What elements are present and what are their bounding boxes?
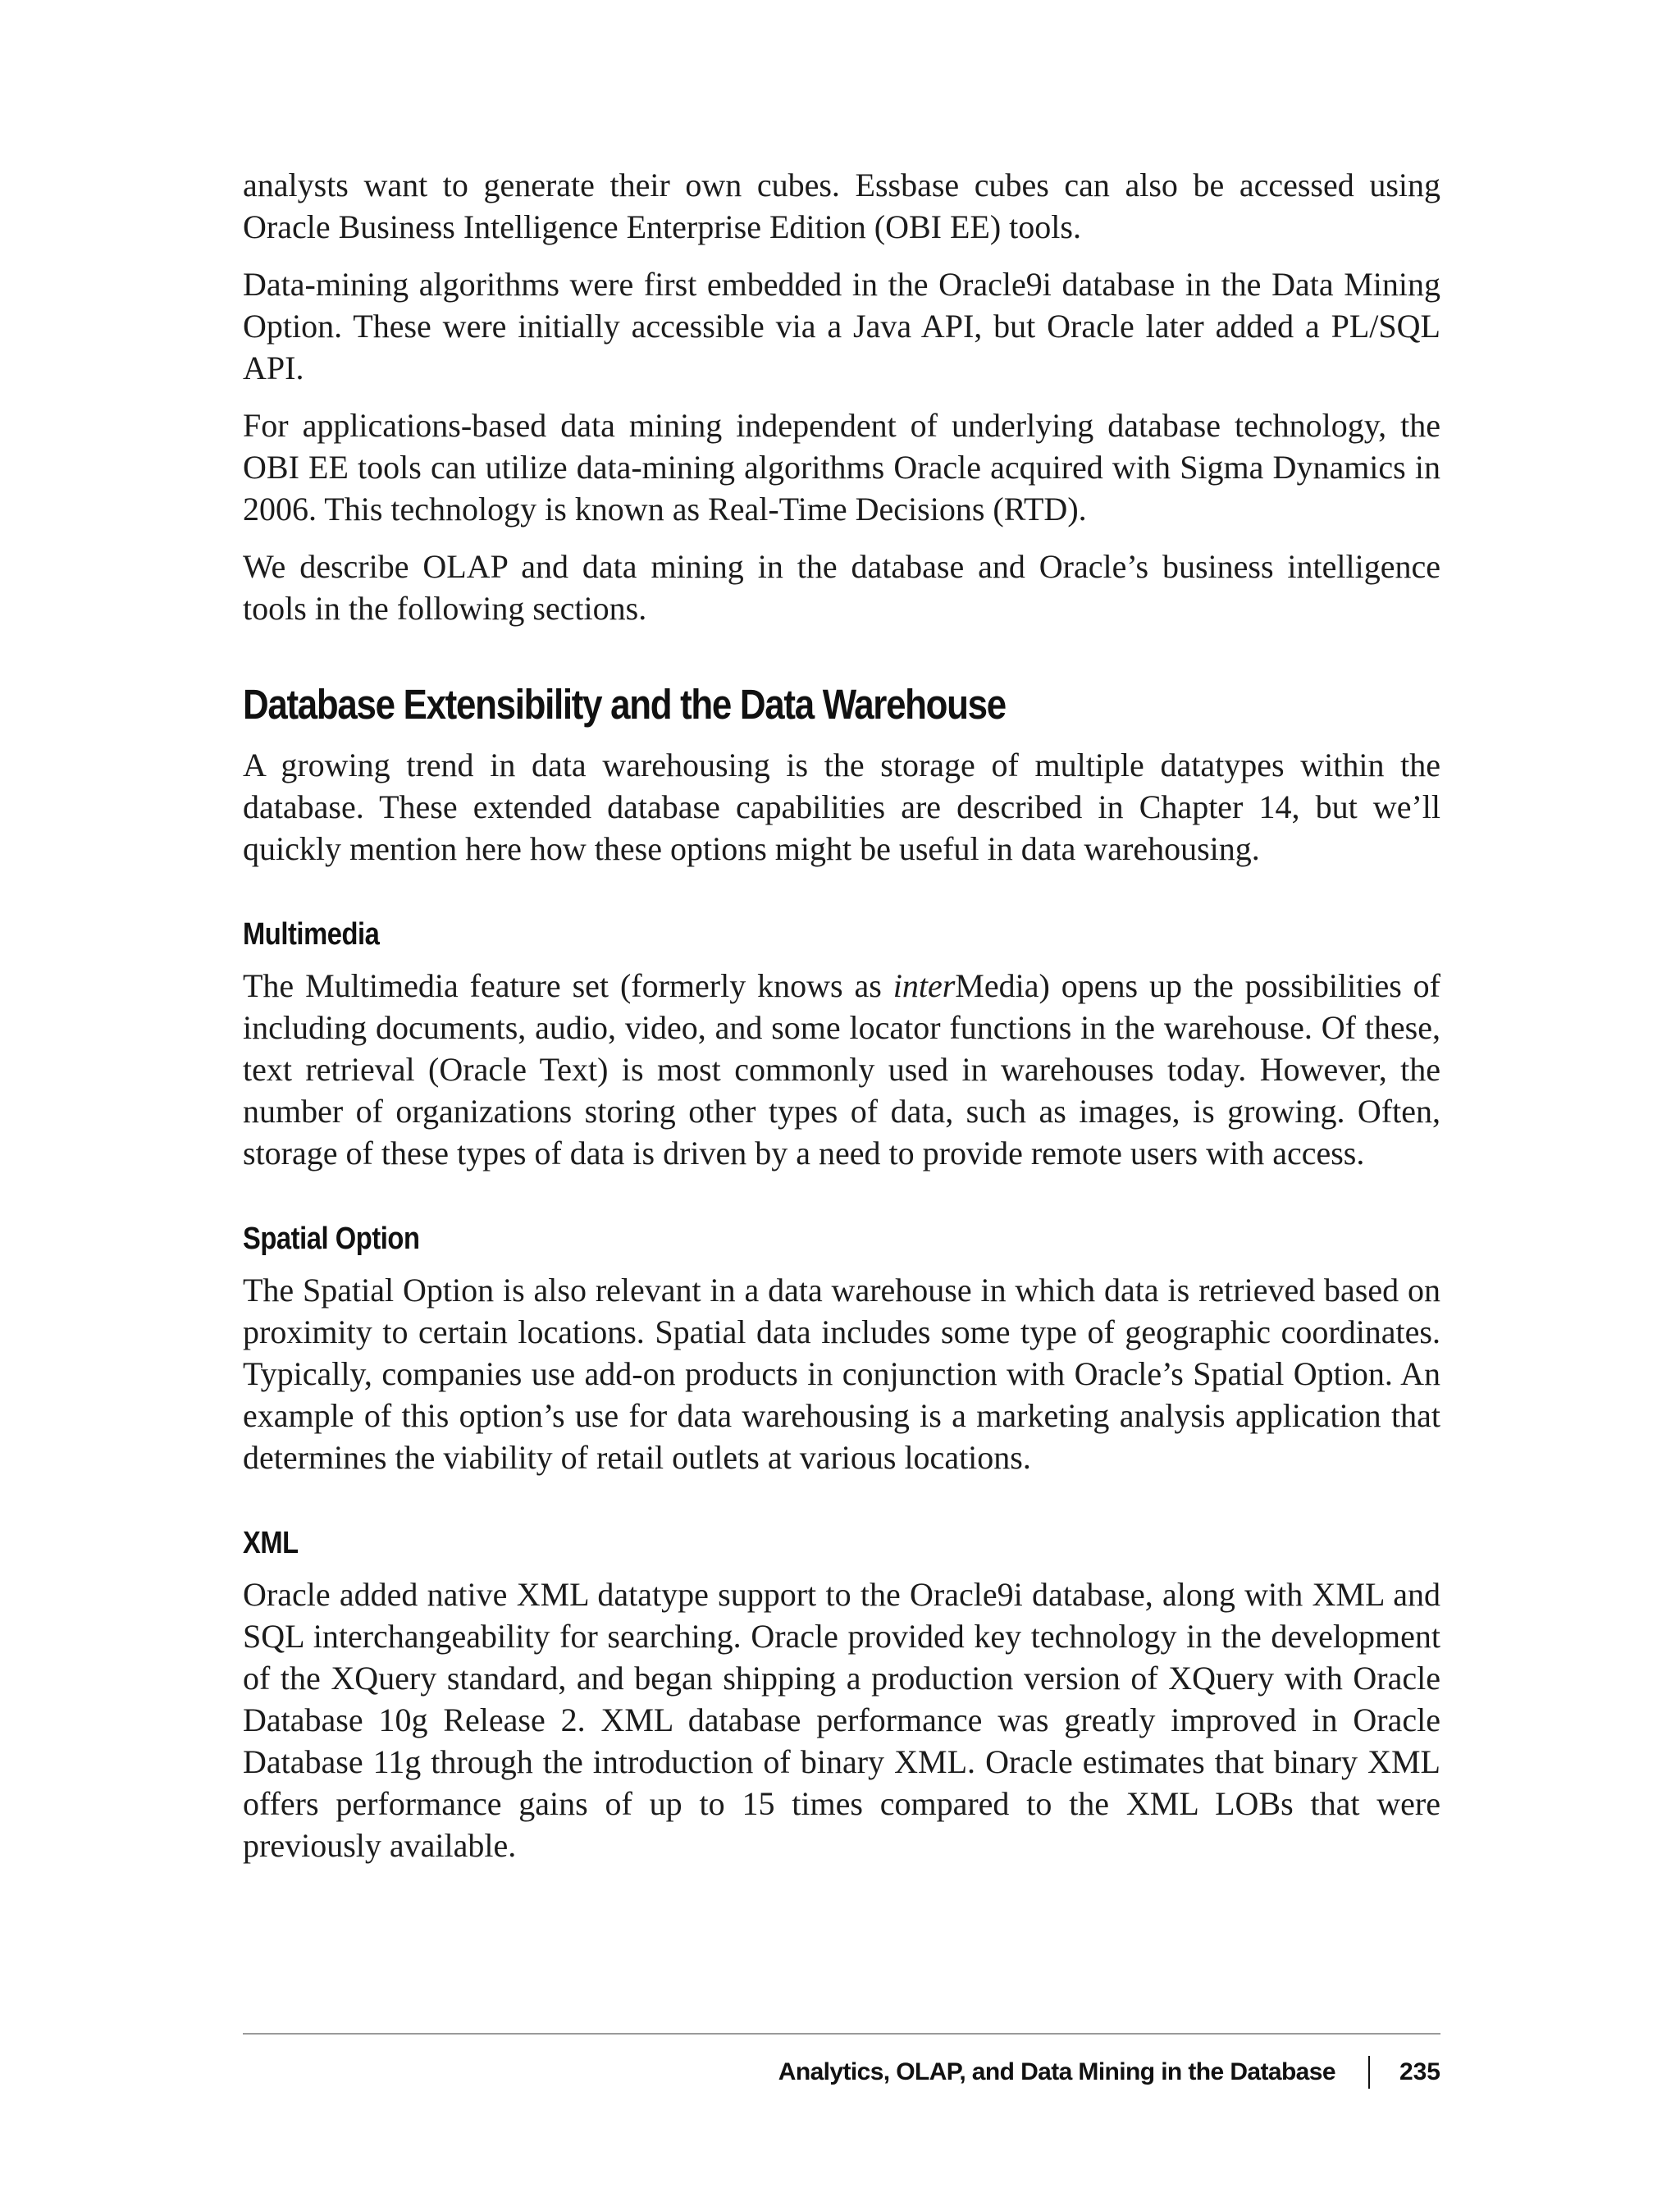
subheading-xml: XML — [243, 1526, 299, 1560]
paragraph-extensibility-intro: A growing trend in data warehousing is the storage of multiple datatypes within the database. These extended database capabilities are described in Chapter 14, but we’ll quickly mention here how these options might be useful in data warehousing. — [243, 747, 1440, 867]
paragraph-essbase: analysts want to generate their own cubes. Essbase cubes can also be accessed using Oracle Business Intelligence Enterprise Edition (OBI EE) tools. — [243, 167, 1440, 245]
subheading-multimedia: Multimedia — [243, 917, 380, 952]
multimedia-text-after: Media) opens up the possibilities of including documents, audio, video, and some locator functions in the warehouse. Of these, text retrieval (Oracle Text) is most commonly used in warehouses today. However, the number of organizations storing other types of data, such as images, is growing. Often, storage of these types of data is driven by a need to provide remote users with access. — [243, 967, 1441, 1172]
footer-row — [778, 2056, 1440, 2089]
subheading-spatial-option: Spatial Option — [243, 1222, 420, 1256]
paragraph-data-mining-option: Data-mining algorithms were first embedded in the Oracle9i database in the Data Mining Option. These were initially accessible via a Java API, but Oracle later added a PL/SQL API. — [243, 266, 1440, 386]
paragraph-multimedia — [243, 965, 1440, 1174]
multimedia-text-italic: inter — [892, 967, 956, 1004]
multimedia-text-before: The Multimedia feature set (formerly knows as — [243, 967, 893, 1004]
paragraph-spatial: The Spatial Option is also relevant in a data warehouse in which data is retrieved based on proximity to certain locations. Spatial data includes some type of geographic coordinates. Typically, companies use add-on products in conjunction with Oracle’s Spatial Option. An example of this option’s use for data warehousing is a marketing analysis application that determines the viability of retail outlets at various locations. — [243, 1272, 1440, 1476]
footer-separator — [1368, 2056, 1370, 2089]
footer-page-number: 235 — [1399, 2058, 1440, 2085]
page-footer — [243, 2033, 1440, 2085]
paragraph-rtd: For applications-based data mining independent of underlying database technology, the OBI EE tools can utilize data-mining algorithms Oracle acquired with Sigma Dynamics in 2006. This technology is known as Real-Time Decisions (RTD). — [243, 407, 1440, 528]
footer-chapter-title: Analytics, OLAP, and Data Mining in the Database — [778, 2058, 1335, 2085]
paragraph-following-sections: We describe OLAP and data mining in the database and Oracle’s business intelligence tools in the following sections. — [243, 548, 1440, 627]
page-content — [243, 164, 1440, 1882]
section-heading-extensibility: Database Extensibility and the Data Warehouse — [243, 681, 1006, 728]
paragraph-xml: Oracle added native XML datatype support to the Oracle9i database, along with XML and SQL interchangeability for searching. Oracle provided key technology in the development of the XQuery standard, and began shipping a production version of XQuery with Oracle Database 10g Release 2. XML database performance was greatly improved in Oracle Database 11g through the introduction of binary XML. Oracle estimates that binary XML offers performance gains of up to 15 times compared to the XML LOBs that were previously available. — [243, 1576, 1440, 1864]
